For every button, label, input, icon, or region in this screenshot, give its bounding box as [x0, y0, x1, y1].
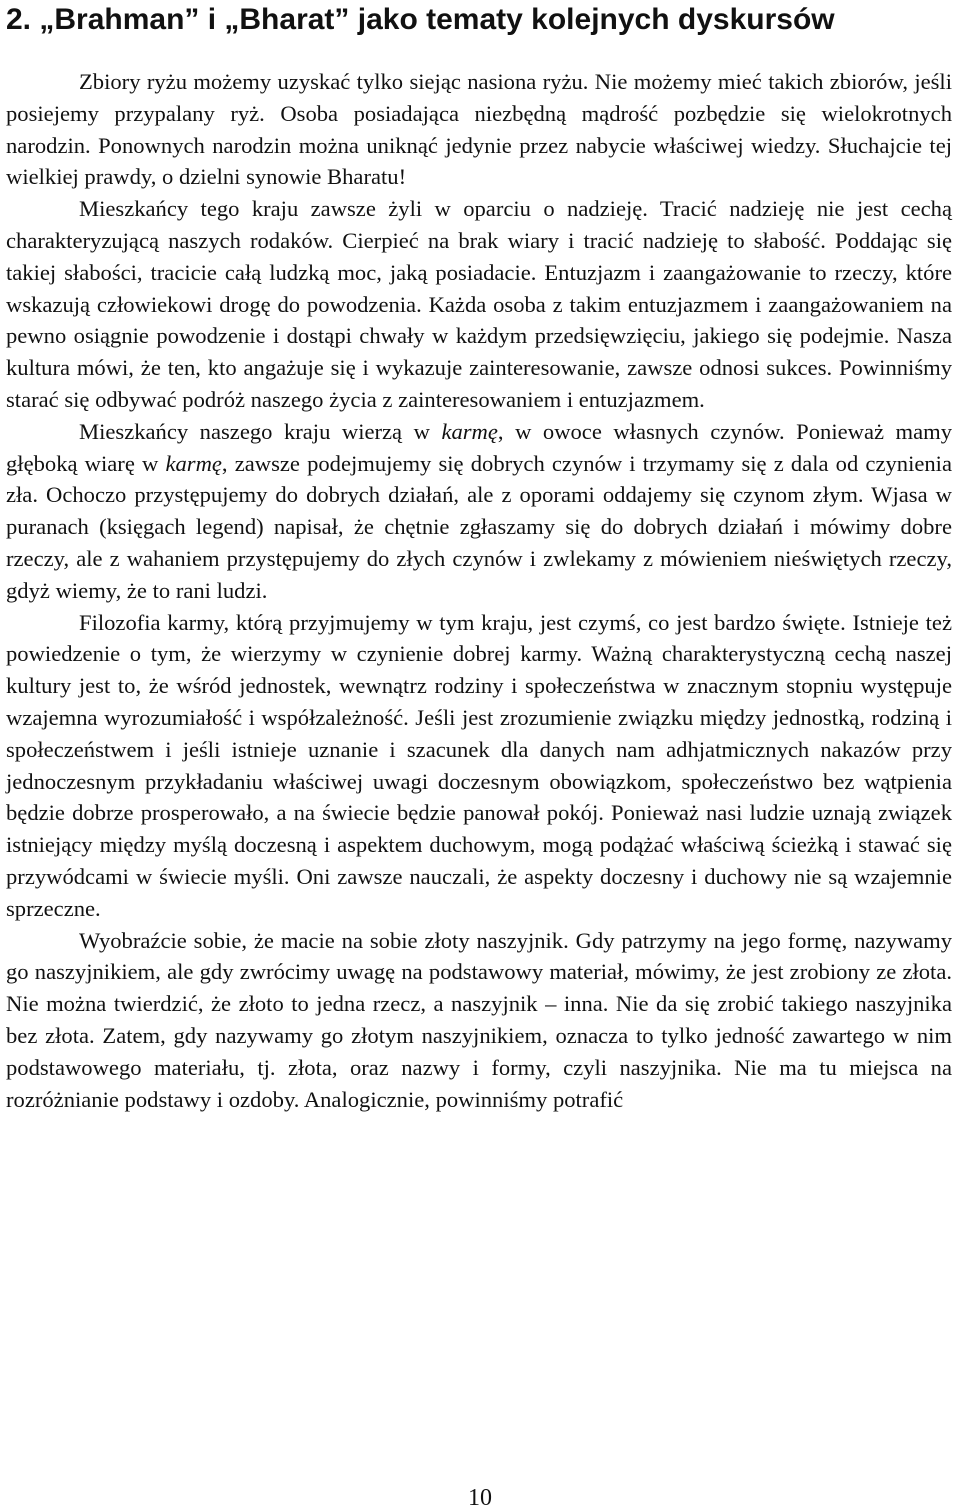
paragraph [6, 193, 952, 416]
page-number: 10 [468, 1485, 492, 1511]
paragraph-text: Zbiory ryżu możemy uzyskać tylko siejąc nasiona ryżu. Nie możemy mieć takich zbiorów, jeśli posiejemy przypalany ryż. Osoba posiadająca niezbędną mądrość pozbędzie się wielokrotnych narodzin. Ponownych narodzin można uniknąć jedynie przez nabycie właściwej wiedzy. Słuchajcie tej wielkiej prawdy, o dzielni synowie Bharatu! [6, 69, 952, 190]
italic-term: karmę [165, 450, 222, 476]
paragraph-text: , w owoce własnych czynów. Ponieważ mamy głęboką wiarę w [6, 418, 952, 476]
body-text [6, 66, 952, 1115]
paragraph-text: Wyobraźcie sobie, że macie na sobie złoty naszyjnik. Gdy patrzymy na jego formę, nazywamy go naszyjnikiem, ale gdy zwrócimy uwagę na podstawowy materiał, mówimy, że jest zrobiony ze złota. Nie można twierdzić, że złoto to jedna rzecz, a naszyjnik – inna. Nie da się zrobić takiego naszyjnika bez złota. Zatem, gdy nazywamy go złotym naszyjnikiem, oznacza to tylko jedność zawartego w nim podstawowego materiału, tj. złota, oraz nazwy i formy, czyli naszyjnika. Nie ma tu miejsca na rozróżnianie podstawy i ozdoby. Analogicznie, powinniśmy potrafić [6, 927, 952, 1112]
paragraph [6, 925, 952, 1116]
paragraph-text: Filozofia karmy, którą przyjmujemy w tym kraju, jest czymś, co jest bardzo święte. Istnieje też powiedzenie o tym, że wierzymy w czynienie dobrej karmy. Ważną charakterystyczną cechą naszej kultury jest to, że wśród jednostek, wewnątrz rodziny i społeczeństwa w znacznym stopniu występuje wzajemna wyrozumiałość i współzależność. Jeśli jest zrozumienie związku między jednostką, rodziną i społeczeństwem i jeśli istnieje uznanie i szacunek dla danych nam adhjatmicznych nakazów przy jednoczesnym przykładaniu właściwej uwagi doczesnym obowiązkom, społeczeństwo bez wątpienia będzie dobrze prosperowało, a na świecie będzie panował pokój. Ponieważ nasi ludzie uznają związek istniejący między myślą doczesną i aspektem duchowym, mogą podążać właściwą ścieżką i stawać się przywódcami w świecie myśli. Oni zawsze nauczali, że aspekty doczesny i duchowy nie są wzajemnie sprzeczne. [6, 609, 952, 921]
paragraph-text: Mieszkańcy naszego kraju wierzą w [79, 418, 442, 444]
paragraph [6, 66, 952, 193]
section-heading: 2. „Brahman” i „Bharat” jako tematy kolejnych dyskursów [6, 3, 835, 36]
paragraph-text: Mieszkańcy tego kraju zawsze żyli w oparciu o nadzieję. Tracić nadzieję nie jest cechą charakteryzującą naszych rodaków. Cierpieć na brak wiary i tracić nadzieję to słabość. Poddając się takiej słabości, tracicie całą ludzką moc, jaką posiadacie. Entuzjazm i zaangażowanie to rzeczy, które wskazują człowiekowi drogę do powodzenia. Każda osoba z takim entuzjazmem i zaangażowaniem na pewno osiągnie powodzenie i dostąpi chwały w każdym przedsięwzięciu, jakiego się podejmie. Nasza kultura mówi, że ten, kto angażuje się i wykazuje zainteresowanie, zawsze odnosi sukces. Powinniśmy starać się odbywać podróż naszego życia z zainteresowaniem i entuzjazmem. [6, 196, 952, 412]
paragraph-text: , zawsze podejmujemy się dobrych czynów i trzymamy się z dala od czynienia zła. Ochoczo przystępujemy do dobrych działań, ale z oporami oddajemy się czynom złym. Wjasa w puranach (księgach legend) napisał, że chętnie zgłaszamy się do dobrych działań i mówimy dobre rzeczy, ale z wahaniem przystępujemy do złych czynów i zwlekamy z mówieniem nieświętych rzeczy, gdyż wiemy, że to rani ludzi. [6, 450, 952, 603]
italic-term: karmę [441, 418, 498, 444]
paragraph [6, 416, 952, 607]
paragraph [6, 607, 952, 925]
